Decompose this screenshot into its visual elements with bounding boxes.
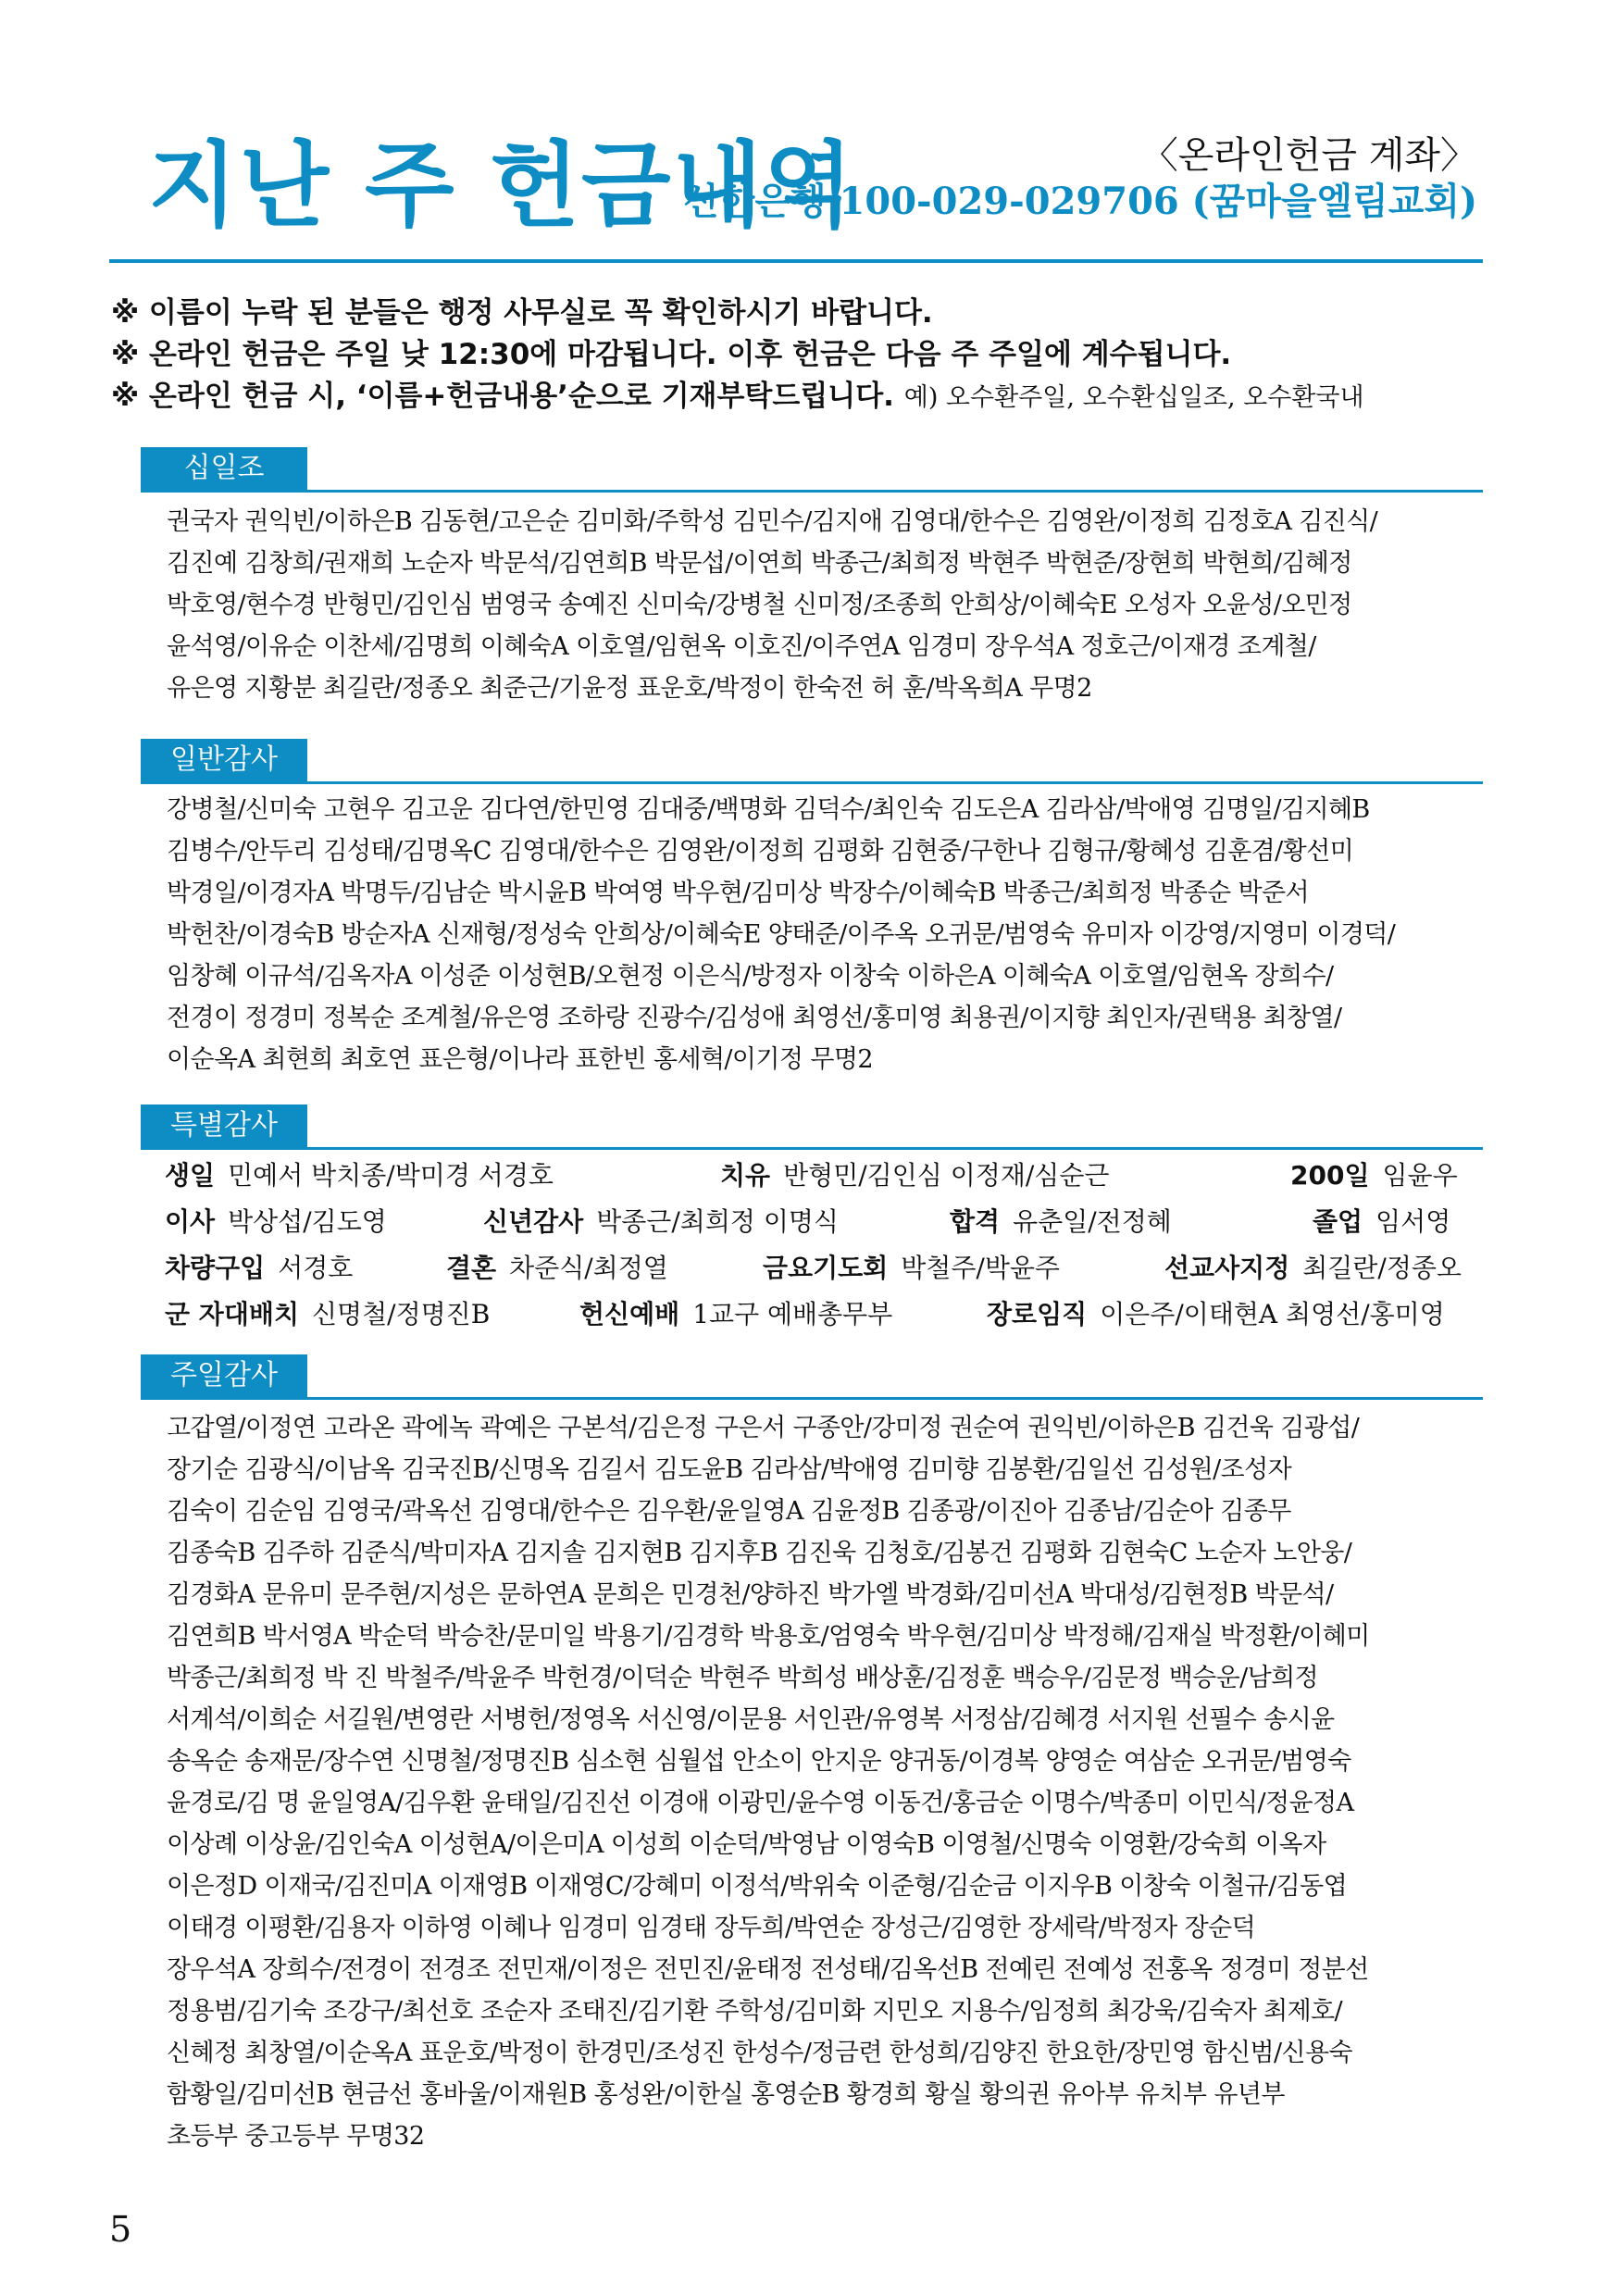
special-row xyxy=(165,1198,1479,1244)
special-category: 금요기도회 xyxy=(763,1253,889,1283)
name-line: 임창혜 이규석/김옥자A 이성준 이성현B/오현정 이은식/방정자 이창숙 이하은A 이혜숙A 이호열/임현옥 장희수/ xyxy=(167,962,1334,991)
special-names: 임윤우 xyxy=(1382,1160,1458,1191)
name-line: 정용범/김기숙 조강구/최선호 조순자 조태진/김기환 주학성/김미화 지민오 지용수/임정희 최강욱/김숙자 최제호/ xyxy=(167,1997,1343,2026)
special-category: 군 자대배치 xyxy=(165,1299,299,1329)
name-line: 이은정D 이재국/김진미A 이재영B 이재영C/강혜미 이정석/박위숙 이준형/김순금 이지우B 이창숙 이철규/김동엽 xyxy=(167,1872,1348,1901)
special-category: 졸업 xyxy=(1313,1206,1363,1237)
section-title-sunday: 주일감사 xyxy=(141,1354,307,1397)
special-entry xyxy=(1164,1248,1462,1285)
special-names: 신명철/정명진B xyxy=(312,1299,491,1329)
name-line: 이태경 이평환/김용자 이하영 이혜나 임경미 임경태 장두희/박연순 장성근/김영한 장세락/박정자 장순덕 xyxy=(167,1914,1256,1942)
name-line: 전경이 정경미 정복순 조계철/유은영 조하랑 진광수/김성애 최영선/홍미영 최용권/이지향 최인자/권택용 최창열/ xyxy=(167,1004,1342,1032)
name-line: 고갑열/이정연 고라온 곽에녹 곽예은 구본석/김은정 구은서 구종안/강미정 권순여 권익빈/이하은B 김건욱 김광섭/ xyxy=(167,1414,1360,1442)
special-names: 박철주/박윤주 xyxy=(901,1253,1060,1283)
notice-deadline: ※ 온라인 헌금은 주일 낮 12:30에 마감됩니다. 이후 헌금은 다음 주 주일에 계수됩니다. xyxy=(111,338,1232,371)
general-name-list xyxy=(167,789,1490,1080)
section-header-tithe xyxy=(141,446,1483,493)
section-rule xyxy=(141,781,1483,784)
special-names: 유춘일/전정혜 xyxy=(1013,1206,1172,1237)
name-line: 송옥순 송재문/장수연 신명철/정명진B 심소현 심월섭 안소이 안지운 양귀동/이경복 양영순 여삼순 오귀문/범영숙 xyxy=(167,1747,1351,1776)
name-line: 김연희B 박서영A 박순덕 박승찬/문미일 박용기/김경학 박용호/엄영숙 박우현/김미상 박정해/김재실 박정환/이혜미 xyxy=(167,1622,1370,1651)
name-line: 서계석/이희순 서길원/변영란 서병헌/정영옥 서신영/이문용 서인관/유영복 서정삼/김혜경 서지원 선필수 송시윤 xyxy=(167,1705,1335,1734)
special-entry xyxy=(165,1248,353,1285)
notice-list xyxy=(111,293,1490,418)
special-entry xyxy=(763,1248,1060,1285)
special-names: 최길란/정종오 xyxy=(1302,1253,1462,1283)
special-entry xyxy=(483,1202,839,1239)
name-line: 윤경로/김 명 윤일영A/김우환 윤태일/김진선 이경애 이광민/윤수영 이동건/홍금순 이명수/박종미 이민식/정윤정A xyxy=(167,1789,1354,1817)
name-line: 장기순 김광식/이남옥 김국진B/신명옥 김길서 김도윤B 김라삼/박애영 김미향 김봉환/김일선 김성원/조성자 xyxy=(167,1455,1292,1484)
special-category: 신년감사 xyxy=(483,1206,584,1237)
section-rule xyxy=(141,1397,1483,1400)
name-line: 강병철/신미숙 고현우 김고운 김다연/한민영 김대중/백명화 김덕수/최인숙 김도은A 김라삼/박애영 김명일/김지혜B xyxy=(167,795,1370,824)
special-entry xyxy=(1290,1155,1458,1192)
name-line: 박경일/이경자A 박명두/김남순 박시윤B 박여영 박우현/김미상 박장수/이혜숙B 박종근/최희정 박종순 박준서 xyxy=(167,879,1309,907)
name-line: 김진예 김창희/권재희 노순자 박문석/김연희B 박문섭/이연희 박종근/최희정 박현주 박현준/장현희 박현희/김혜정 xyxy=(167,549,1352,578)
special-row xyxy=(165,1152,1479,1198)
special-names: 민예서 박치종/박미경 서경호 xyxy=(228,1160,554,1191)
special-entry xyxy=(165,1294,490,1331)
special-entry xyxy=(165,1202,387,1239)
special-entry xyxy=(446,1248,668,1285)
name-line: 윤석영/이유순 이찬세/김명희 이혜숙A 이호열/임현옥 이호진/이주연A 임경미 장우석A 정호근/이재경 조계철/ xyxy=(167,632,1316,661)
special-entry xyxy=(950,1202,1172,1239)
name-line: 초등부 중고등부 무명32 xyxy=(167,2122,425,2151)
special-names: 차준식/최정열 xyxy=(509,1253,668,1283)
online-account-label: 〈온라인헌금 계좌〉 xyxy=(1140,134,1477,177)
section-header-special xyxy=(141,1104,1483,1150)
special-category: 헌신예배 xyxy=(579,1299,680,1329)
section-header-general xyxy=(141,738,1483,784)
name-line: 유은영 지황분 최길란/정종오 최준근/기윤정 표운호/박정이 한숙전 허 훈/박옥희A 무명2 xyxy=(167,674,1092,703)
name-line: 장우석A 장희수/전경이 전경조 전민재/이정은 전민진/윤태정 전성태/김옥선B 전예린 전예성 전홍옥 정경미 정분선 xyxy=(167,1955,1369,1984)
special-category: 200일 xyxy=(1290,1160,1370,1191)
name-line: 권국자 권익빈/이하은B 김동현/고은순 김미화/주학성 김민수/김지애 김영대/한수은 김영완/이정희 김정호A 김진식/ xyxy=(167,507,1378,536)
sunday-name-list xyxy=(167,1407,1490,2157)
special-entry xyxy=(987,1294,1445,1331)
special-entry xyxy=(579,1294,892,1331)
notice-format xyxy=(111,376,1490,418)
section-title-tithe: 십일조 xyxy=(141,447,307,490)
section-title-special: 특별감사 xyxy=(141,1104,307,1147)
name-line: 이순옥A 최현희 최호연 표은형/이나라 표한빈 홍세혁/이기정 무명2 xyxy=(167,1045,873,1074)
special-category: 치유 xyxy=(720,1160,771,1191)
special-category: 이사 xyxy=(165,1206,216,1237)
name-line: 이상례 이상윤/김인숙A 이성현A/이은미A 이성희 이순덕/박영남 이영숙B 이영철/신명숙 이영환/강숙희 이옥자 xyxy=(167,1830,1326,1859)
name-line: 함황일/김미선B 현금선 홍바울/이재원B 홍성완/이한실 홍영순B 황경희 황실 황의권 유아부 유치부 유년부 xyxy=(167,2080,1285,2109)
special-names: 이은주/이태현A 최영선/홍미영 xyxy=(1100,1299,1445,1329)
section-title-general: 일반감사 xyxy=(141,739,307,781)
name-line: 김병수/안두리 김성태/김명옥C 김영대/한수은 김영완/이정희 김평화 김현중/구한나 김형규/황혜성 김훈겸/황선미 xyxy=(167,837,1354,866)
special-names: 1교구 예배총무부 xyxy=(692,1299,893,1329)
section-rule xyxy=(141,490,1483,493)
special-category: 장로임직 xyxy=(987,1299,1088,1329)
name-line: 김종숙B 김주하 김준식/박미자A 김지솔 김지현B 김지후B 김진욱 김청호/김봉건 김평화 김현숙C 노순자 노안웅/ xyxy=(167,1539,1352,1567)
special-category: 합격 xyxy=(950,1206,1001,1237)
page-title: 지난 주 헌금내역 xyxy=(148,131,855,240)
special-category: 결혼 xyxy=(446,1253,497,1283)
page-number: 5 xyxy=(109,2209,132,2250)
special-row xyxy=(165,1244,1479,1291)
notice-missing-names: ※ 이름이 누락 된 분들은 행정 사무실로 꼭 확인하시기 바랍니다. xyxy=(111,296,933,330)
special-names: 서경호 xyxy=(278,1253,354,1283)
name-line: 김경화A 문유미 문주현/지성은 문하연A 문희은 민경천/양하진 박가엘 박경화/김미선A 박대성/김현정B 박문석/ xyxy=(167,1580,1334,1609)
special-thanks-grid xyxy=(165,1152,1479,1337)
section-rule xyxy=(141,1147,1483,1150)
notice-format-example: 예) 오수환주일, 오수환십일조, 오수환국내 xyxy=(903,383,1364,412)
special-names: 박상섭/김도영 xyxy=(228,1206,387,1237)
special-names: 박종근/최희정 이명식 xyxy=(596,1206,839,1237)
name-line: 김숙이 김순임 김영국/곽옥선 김영대/한수은 김우환/윤일영A 김윤정B 김종광/이진아 김종남/김순아 김종무 xyxy=(167,1497,1291,1526)
name-line: 박종근/최희정 박 진 박철주/박윤주 박헌경/이덕순 박현주 박희성 배상훈/김정훈 백승우/김문정 백승운/남희정 xyxy=(167,1664,1319,1692)
special-entry xyxy=(1313,1202,1450,1239)
special-names: 임서영 xyxy=(1375,1206,1451,1237)
notice-format-text: ※ 온라인 헌금 시, ‘이름+헌금내용’순으로 기재부탁드립니다. xyxy=(111,380,894,413)
special-names: 반형민/김인심 이정재/심순근 xyxy=(783,1160,1110,1191)
header-divider xyxy=(109,259,1483,263)
special-category: 생일 xyxy=(165,1160,216,1191)
special-category: 차량구입 xyxy=(165,1253,266,1283)
tithe-name-list xyxy=(167,501,1490,709)
name-line: 박호영/현수경 반형민/김인심 범영국 송예진 신미숙/강병철 신미정/조종희 안희상/이혜숙E 오성자 오윤성/오민정 xyxy=(167,591,1352,619)
special-entry xyxy=(165,1155,554,1192)
section-header-sunday xyxy=(141,1354,1483,1400)
special-row xyxy=(165,1291,1479,1337)
special-entry xyxy=(720,1155,1109,1192)
name-line: 신혜정 최창열/이순옥A 표운호/박정이 한경민/조성진 한성수/정금련 한성희/김양진 한요한/장민영 함신범/신용숙 xyxy=(167,2039,1352,2067)
name-line: 박헌찬/이경숙B 방순자A 신재형/정성숙 안희상/이혜숙E 양태준/이주옥 오귀문/범영숙 유미자 이강영/지영미 이경덕/ xyxy=(167,920,1396,949)
online-account-number: 신한은행 100-029-029706 (꿈마을엘림교회) xyxy=(683,180,1477,223)
special-category: 선교사지정 xyxy=(1164,1253,1290,1283)
